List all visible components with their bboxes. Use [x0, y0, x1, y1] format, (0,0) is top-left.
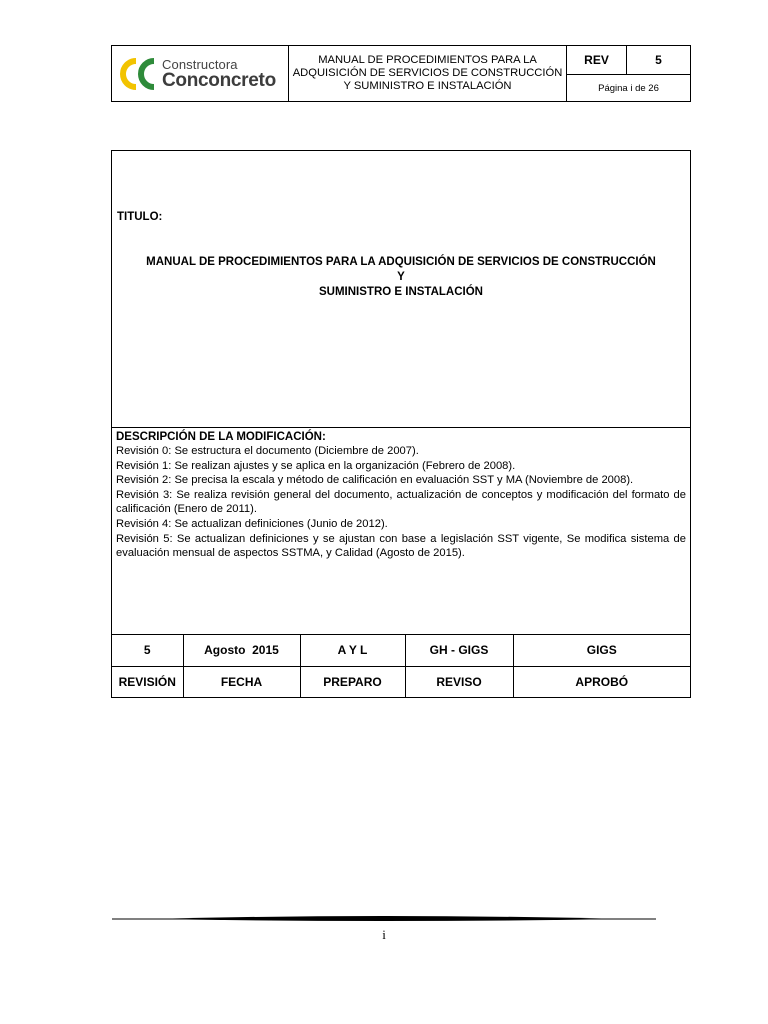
- logo-line-conconcreto: Conconcreto: [162, 69, 276, 91]
- document-header: [111, 45, 691, 102]
- approved-header: APROBÓ: [513, 666, 690, 697]
- rev-value: 5: [655, 53, 662, 67]
- rev-label: REV: [567, 46, 627, 74]
- main-title-line-3: SUMINISTRO E INSTALACIÓN: [319, 286, 483, 298]
- revision-entry: Revisión 3: Se realiza revisión general del documento, actualización de conceptos y modificación del formato de calificación (Enero de 2011).: [116, 488, 686, 516]
- company-logo: [112, 46, 289, 101]
- modification-description: [112, 428, 690, 634]
- revision-entry: Revisión 4: Se actualizan definiciones (Junio de 2012).: [116, 517, 388, 530]
- date-value: Agosto 2015: [183, 635, 300, 667]
- prepared-by-value: A Y L: [300, 635, 405, 667]
- reviewed-by-value: GH - GIGS: [405, 635, 513, 667]
- revision-header: REVISIÓN: [112, 666, 183, 697]
- revision-value: 5: [112, 635, 183, 667]
- revision-entry: Revisión 1: Se realizan ajustes y se aplica en la organización (Febrero de 2008).: [116, 459, 516, 472]
- conconcreto-logo-icon: [116, 56, 160, 92]
- revision-entry: Revisión 2: Se precisa la escala y método de calificación en evaluación SST y MA (Noviembre de 2008).: [116, 474, 634, 487]
- revision-entry: Revisión 5: Se actualizan definiciones y se ajustan con base a legislación SST vigente, Se modifica sistema de evaluación mensual de aspectos SSTMA, y Calidad (Agosto de 2015).: [116, 532, 686, 560]
- date-header: FECHA: [183, 666, 300, 697]
- approved-by-value: GIGS: [513, 635, 690, 667]
- footer-page-number: i: [382, 927, 386, 942]
- header-document-title: MANUAL DE PROCEDIMIENTOS PARA LA ADQUISICIÓN DE SERVICIOS DE CONSTRUCCIÓN Y SUMINISTRO E INSTALACIÓN: [289, 46, 567, 101]
- footer-divider: [112, 912, 656, 926]
- approval-table: [112, 634, 690, 697]
- main-title-line-1: MANUAL DE PROCEDIMIENTOS PARA LA ADQUISICIÓN DE SERVICIOS DE CONSTRUCCIÓN: [146, 256, 656, 268]
- reviewed-header: REVISO: [405, 666, 513, 697]
- cover-box: [111, 150, 691, 698]
- main-title: [112, 255, 690, 300]
- title-section: [112, 151, 690, 428]
- revision-entry: Revisión 0: Se estructura el documento (Diciembre de 2007).: [116, 445, 419, 457]
- titulo-label: TITULO:: [117, 211, 163, 223]
- page-indicator: Página i de 26: [598, 82, 659, 94]
- description-heading: DESCRIPCIÓN DE LA MODIFICACIÓN:: [116, 431, 326, 443]
- logo-line-constructora: Constructora: [162, 56, 238, 72]
- approval-headers-row: [112, 666, 690, 697]
- approval-values-row: [112, 635, 690, 667]
- header-revision-block: [567, 46, 690, 101]
- main-title-line-2: Y: [397, 271, 405, 283]
- prepared-header: PREPARO: [300, 666, 405, 697]
